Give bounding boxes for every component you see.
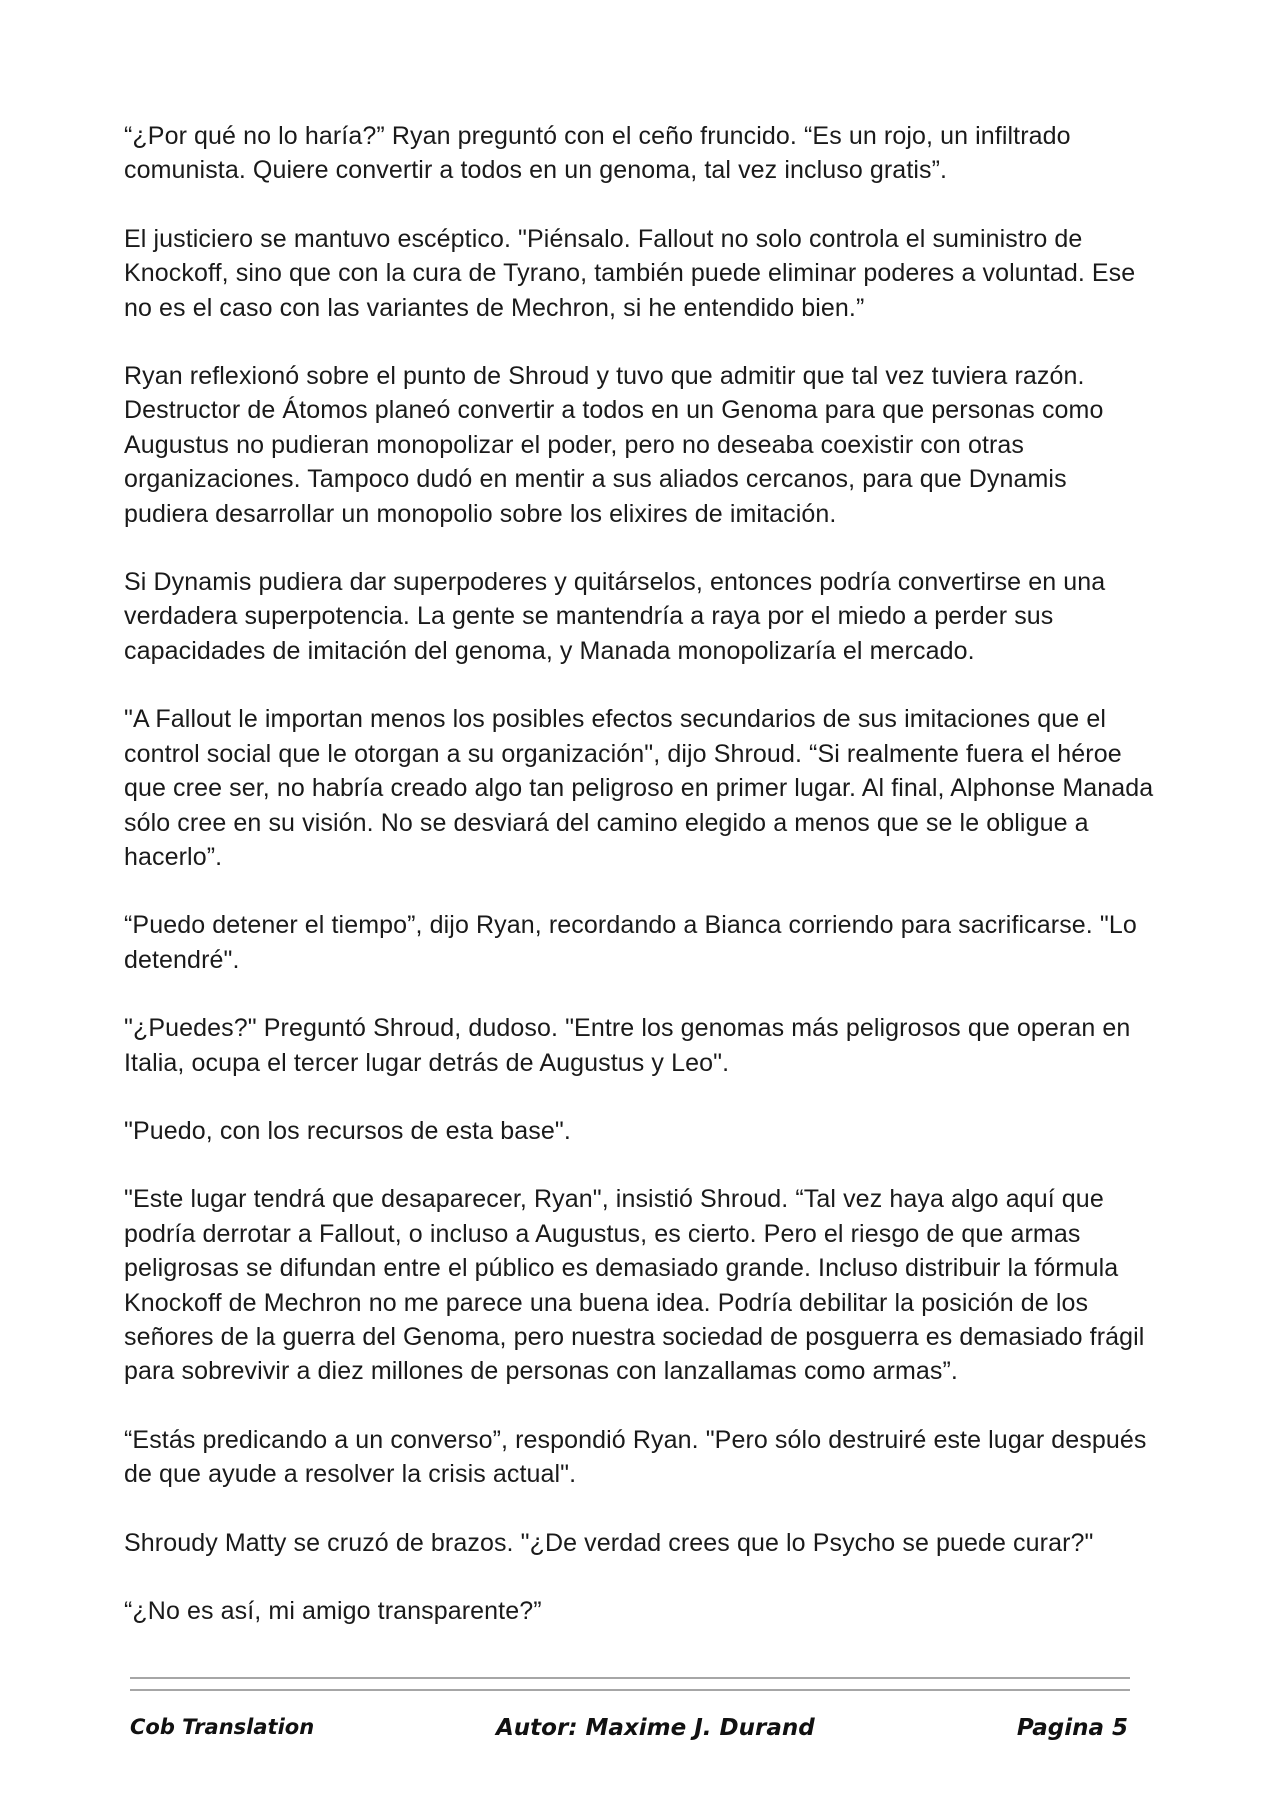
paragraph: “¿No es así, mi amigo transparente?” — [124, 1597, 542, 1625]
paragraph: Si Dynamis pudiera dar superpoderes y quitárselos, entonces podría convertirse en una verdadera superpotencia. La gente se mantendría a raya por el miedo a perder sus capacidades de imitación del genoma, y Manada monopolizaría el mercado. — [124, 568, 1106, 665]
page-footer — [130, 1715, 1130, 1745]
paragraph: “¿Por qué no lo haría?” Ryan preguntó con el ceño fruncido. “Es un rojo, un infiltrado comunista. Quiere convertir a todos en un genoma, tal vez incluso gratis”. — [124, 122, 1071, 185]
page-body — [124, 119, 1154, 1662]
paragraph: Shroudy Matty se cruzó de brazos. "¿De verdad crees que lo Psycho se puede curar?" — [124, 1528, 1094, 1557]
paragraph: "¿Puedes?" Preguntó Shroud, dudoso. "Entre los genomas más peligrosos que operan en Italia, ocupa el tercer lugar detrás de Augustus y Leo". — [124, 1014, 1131, 1077]
paragraph: El justiciero se mantuvo escéptico. "Piénsalo. Fallout no solo controla el suministro de Knockoff, sino que con la cura de Tyrano, también puede eliminar poderes a voluntad. Ese no es el caso con las variantes de Mechron, si he entendido bien.” — [124, 224, 1136, 322]
footer-divider-top — [130, 1677, 1130, 1679]
footer-divider-bottom — [130, 1689, 1130, 1691]
paragraph: “Puedo detener el tiempo”, dijo Ryan, recordando a Bianca corriendo para sacrificarse. "Lo detendré". — [124, 911, 1137, 974]
footer-author: Autor: Maxime J. Durand — [496, 1715, 815, 1741]
paragraph: “Estás predicando a un converso”, respondió Ryan. "Pero sólo destruiré este lugar después de que ayude a resolver la crisis actual". — [124, 1425, 1147, 1489]
paragraph: "Puedo, con los recursos de esta base". — [124, 1116, 571, 1145]
paragraph: "Este lugar tendrá que desaparecer, Ryan", insistió Shroud. “Tal vez haya algo aquí que podría derrotar a Fallout, o incluso a Augustus, es cierto. Pero el riesgo de que armas peligrosas se difundan entre el público es demasiado grande. Incluso distribuir la fórmula Knockoff de Mechron no me parece una buena idea. Podría debilitar la posición de los señores de la guerra del Genoma, pero nuestra sociedad de posguerra es demasiado frágil para sobrevivir a diez millones de personas con lanzallamas como armas”. — [124, 1185, 1145, 1386]
paragraph: "A Fallout le importan menos los posibles efectos secundarios de sus imitaciones que el control social que le otorgan a su organización", dijo Shroud. “Si realmente fuera el héroe que cree ser, no habría creado algo tan peligroso en primer lugar. Al final, Alphonse Manada sólo cree en su visión. No se desviará del camino elegido a menos que se le obligue a hacerlo”. — [124, 705, 1154, 871]
paragraph: Ryan reflexionó sobre el punto de Shroud y tuvo que admitir que tal vez tuviera razón. Destructor de Átomos planeó convertir a todos en un Genoma para que personas como Augustus no pudieran monopolizar el poder, pero no deseaba coexistir con otras organizaciones. Tampoco dudó en mentir a sus aliados cercanos, para que Dynamis pudiera desarrollar un monopolio sobre los elixires de imitación. — [124, 362, 1104, 528]
footer-translator: Cob Translation — [130, 1715, 315, 1739]
footer-page-number: Pagina 5 — [1016, 1715, 1128, 1741]
